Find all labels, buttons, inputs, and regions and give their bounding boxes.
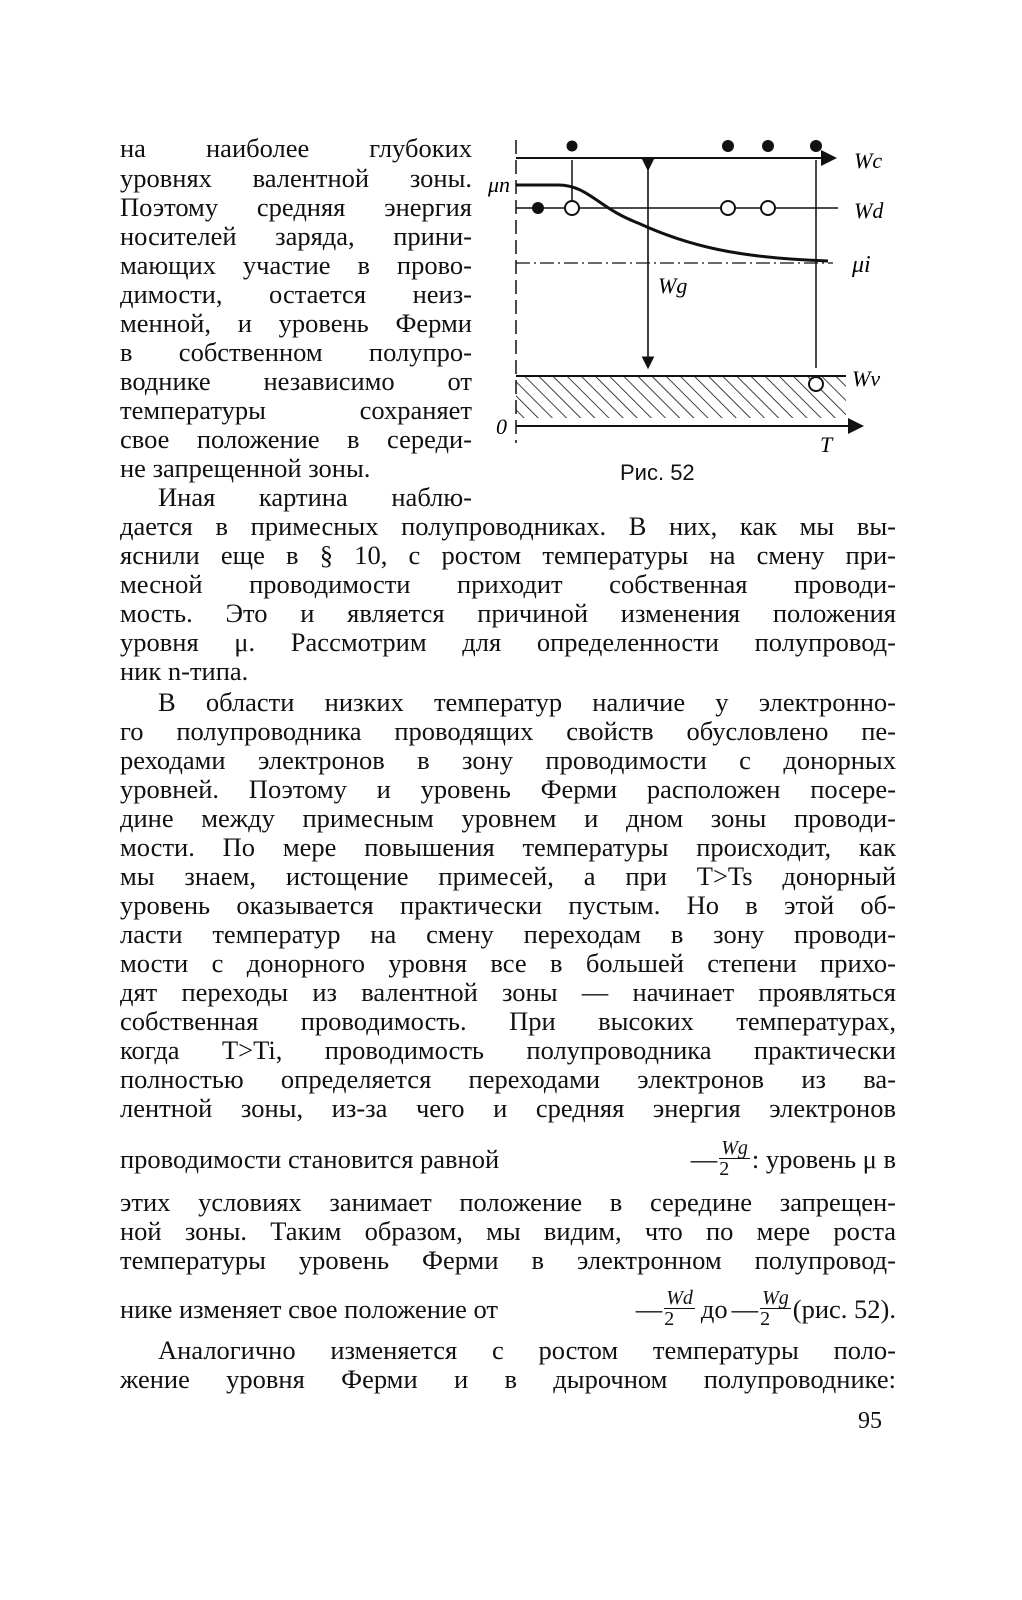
text-line: месной проводимости приходит собственная проводи- xyxy=(120,569,896,599)
text-line: в собственном полупро- xyxy=(120,337,472,367)
text-line: ник n-типа. xyxy=(120,656,249,686)
text-line: уровней. Поэтому и уровень Ферми расположен посере- xyxy=(120,774,896,804)
text-line: на наиболее глубоких xyxy=(120,133,472,163)
text-line: мающих участие в прово- xyxy=(120,250,472,280)
fraction xyxy=(664,1288,695,1329)
text-line: полностью определяется переходами электронов из ва- xyxy=(120,1064,896,1094)
text-line: Аналогично изменяется с ростом температуры поло- xyxy=(158,1335,896,1365)
fraction xyxy=(719,1138,750,1179)
label-wd: Wd xyxy=(854,198,884,223)
label-mu-n: μn xyxy=(488,172,511,197)
text-line: дается в примесных полупроводниках. В них, как мы вы- xyxy=(120,511,896,541)
donor-empty-circle xyxy=(721,201,735,215)
text-line: уровнях валентной зоны. xyxy=(120,163,472,193)
text-line: свое положение в середи- xyxy=(120,424,472,454)
formula-dash: — xyxy=(731,1293,759,1324)
text-line: яснили еще в § 10, с ростом температуры на смену при- xyxy=(120,540,896,570)
text-line: носителей заряда, прини- xyxy=(120,221,472,251)
formula-text: нике изменяет свое положение от xyxy=(120,1293,499,1324)
text-line: когда T>Ti, проводимость полупроводника практически xyxy=(120,1035,896,1065)
fermi-level-curve xyxy=(516,185,828,261)
band-diagram xyxy=(488,128,908,458)
text-line: этих условиях занимает положение в середине запрещен- xyxy=(120,1187,896,1217)
text-line: температуры уровень Ферми в электронном полупровод- xyxy=(120,1245,896,1275)
label-wv: Wv xyxy=(852,366,881,391)
electron-dot xyxy=(567,141,578,152)
formula-text: : уровень μ в xyxy=(751,1143,896,1174)
valence-band xyxy=(516,376,846,418)
electron-dot xyxy=(810,140,822,152)
fraction-denominator: 2 xyxy=(719,1158,730,1180)
label-zero: 0 xyxy=(496,414,507,439)
text-line: ной зоны. Таким образом, мы видим, что по мере роста xyxy=(120,1216,896,1246)
text-line: димости, остается неиз- xyxy=(120,279,472,309)
fraction-denominator: 2 xyxy=(664,1308,675,1330)
electron-dot xyxy=(722,140,734,152)
fraction xyxy=(760,1288,791,1329)
fraction-denominator: 2 xyxy=(760,1308,771,1330)
label-mu-i: μi xyxy=(852,252,871,278)
text-line: В области низких температур наличие у электронно- xyxy=(158,687,896,717)
formula-text: проводимости становится равной xyxy=(120,1143,500,1174)
text-line: уровень оказывается практически пустым. Но в этой об- xyxy=(120,890,896,920)
text-line: мости с донорного уровня все в большей степени прихо- xyxy=(120,948,896,978)
figure-caption: Рис. 52 xyxy=(620,460,695,485)
formula-dash: — xyxy=(635,1293,663,1324)
donor-empty-circle xyxy=(761,201,775,215)
text-line: ласти температур на смену переходам в зону проводи- xyxy=(120,919,896,949)
formula-dash: — xyxy=(690,1143,718,1174)
text-line: не запрещенной зоны. xyxy=(120,453,371,483)
text-line: дине между примесным уровнем и дном зоны проводи- xyxy=(120,803,896,833)
formula-text: (рис. 52). xyxy=(792,1293,896,1324)
text-line: Иная картина наблю- xyxy=(158,482,472,512)
page-number: 95 xyxy=(858,1408,882,1434)
text-line: реходами электронов в зону проводимости с донорных xyxy=(120,745,896,775)
formula-line xyxy=(120,1138,896,1179)
text-line: жение уровня Ферми и в дырочном полупроводнике: xyxy=(120,1364,896,1394)
donor-empty-circle xyxy=(565,201,579,215)
fraction-numerator: Wd xyxy=(666,1287,693,1309)
text-line: температуры сохраняет xyxy=(120,395,472,425)
label-wg: Wg xyxy=(658,273,688,298)
label-t: T xyxy=(820,432,833,457)
text-line: мость. Это и является причиной изменения положения xyxy=(120,598,896,628)
text-line: го полупроводника проводящих свойств обусловлено пе- xyxy=(120,716,896,746)
text-line: менной, и уровень Ферми xyxy=(120,308,472,338)
text-line: дят переходы из валентной зоны — начинает проявляться xyxy=(120,977,896,1007)
donor-filled-dot xyxy=(532,202,544,214)
hole-circle xyxy=(809,377,823,391)
label-wc: Wc xyxy=(854,148,883,173)
text-line: уровня μ. Рассмотрим для определенности полупровод- xyxy=(120,627,896,657)
text-line: собственная проводимость. При высоких температурах, xyxy=(120,1006,896,1036)
text-line: воднике независимо от xyxy=(120,366,472,396)
electron-dot xyxy=(762,140,774,152)
formula-text: до xyxy=(700,1293,728,1324)
text-line: мы знаем, истощение примесей, а при T>Ts донорный xyxy=(120,861,896,891)
text-line: лентной зоны, из-за чего и средняя энергия электронов xyxy=(120,1093,896,1123)
fraction-numerator: Wg xyxy=(721,1137,748,1159)
fraction-numerator: Wg xyxy=(762,1287,789,1309)
formula-line xyxy=(120,1288,896,1329)
text-line: Поэтому средняя энергия xyxy=(120,192,472,222)
text-line: мости. По мере повышения температуры происходит, как xyxy=(120,832,896,862)
